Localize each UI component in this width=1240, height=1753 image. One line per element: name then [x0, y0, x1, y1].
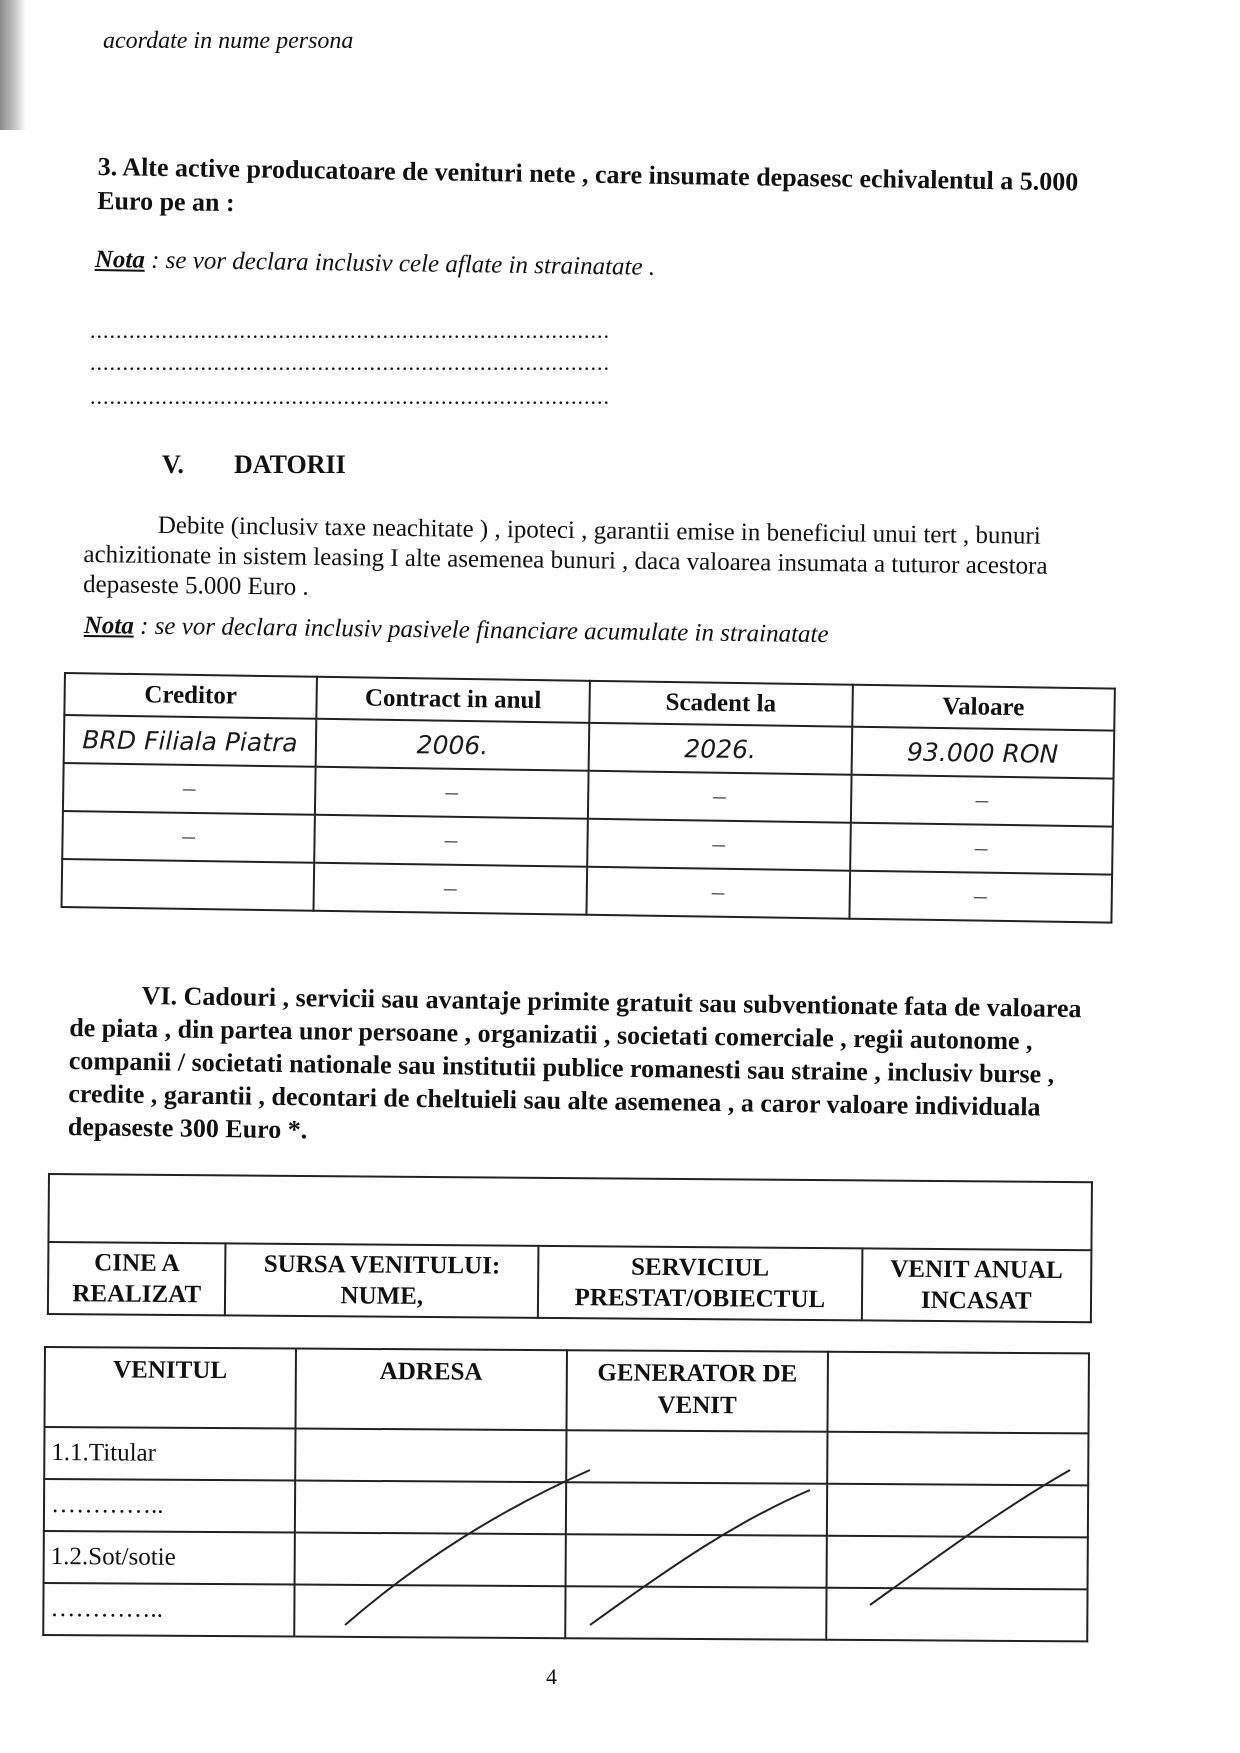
header-contract-year: Contract in anul — [316, 677, 590, 723]
header-due-date: Scadent la — [589, 681, 852, 727]
cell-due-date: – — [586, 867, 849, 919]
cell-creditor: – — [62, 811, 315, 863]
header-service: SERVICIUL PRESTAT/OBIECTUL — [538, 1246, 862, 1321]
row-label: ………….. — [43, 1583, 294, 1637]
cell-due-date: 2026. — [589, 723, 852, 775]
section5-number: V. — [162, 450, 184, 479]
section5-paragraph-text: Debite (inclusiv taxe neachitate ) , ipoteci , garantii emise in beneficiul unui tert , bunuri achizitionate in sistem leasing I alte asemenea bunuri , daca valoarea insumata a tuturor acestora depaseste 5.000 Euro . — [82, 511, 1048, 601]
cell-creditor: BRD Filiala Piatra — [64, 715, 317, 767]
cell-due-date: – — [588, 771, 851, 823]
header-value: Valoare — [852, 685, 1115, 731]
section6-paragraph-text: VI. Cadouri , servicii sau avantaje primite gratuit sau subventionate fata de valoarea de piata , din partea unor persoane , organizatii , societati comerciale , regii autonome , companii / societati nationale sau institutii publice romanesti sau straine , inclusiv burse , credite , garantii , decontari de cheltuieli sau alte asemenea , a caror valoare individuala depaseste 300 Euro *. — [67, 981, 1082, 1145]
header-creditor: Creditor — [64, 673, 317, 719]
nota-text: : se vor declara inclusiv pasivele financiare acumulate in strainatate — [133, 612, 829, 649]
row-label: 1.1.Titular — [44, 1427, 295, 1481]
page-number: 4 — [546, 1664, 557, 1689]
strike-line — [870, 1470, 1070, 1605]
cell-contract-year: – — [315, 767, 589, 819]
strike-line — [590, 1490, 810, 1625]
header-income-source: SURSA VENITULUI: NUME, — [225, 1243, 538, 1317]
cell-value: – — [850, 775, 1113, 827]
cell-contract-year: 2006. — [316, 719, 590, 771]
dotted-line: ................................................................................ — [90, 384, 610, 409]
section5-title: DATORII — [234, 450, 346, 479]
row-label: 1.2.Sot/sotie — [44, 1531, 295, 1585]
strike-line — [345, 1470, 590, 1625]
cell-value: – — [849, 871, 1112, 923]
header-annual-income: VENIT ANUAL INCASAT — [861, 1248, 1091, 1322]
dotted-line: ................................................................................ — [90, 318, 610, 343]
header-fragment: acordate in nume persona — [103, 28, 354, 54]
cell-value: – — [850, 823, 1113, 875]
row-label: ………….. — [44, 1479, 295, 1533]
header-who: CINE A REALIZAT — [48, 1242, 226, 1315]
nota-label: Nota — [83, 612, 134, 640]
nota-text: : se vor declara inclusiv cele aflate in strainatate . — [144, 246, 656, 281]
header-income: VENITUL — [45, 1347, 296, 1429]
cell-contract-year: – — [313, 863, 587, 915]
section3-title: 3. Alte active producatoare de venituri nete , care insumate depasesc echivalentul a 5.000 Euro pe an : — [96, 151, 1079, 218]
dotted-line: ................................................................................ — [90, 350, 610, 375]
nota-label: Nota — [94, 246, 145, 274]
cell-creditor: – — [63, 763, 316, 815]
cell-due-date: – — [587, 819, 850, 871]
cell-value: 93.000 RON — [851, 727, 1114, 779]
cell-contract-year: – — [314, 815, 588, 867]
header-address: ADRESA — [295, 1349, 567, 1431]
header-generator: GENERATOR DE VENIT — [566, 1350, 827, 1432]
